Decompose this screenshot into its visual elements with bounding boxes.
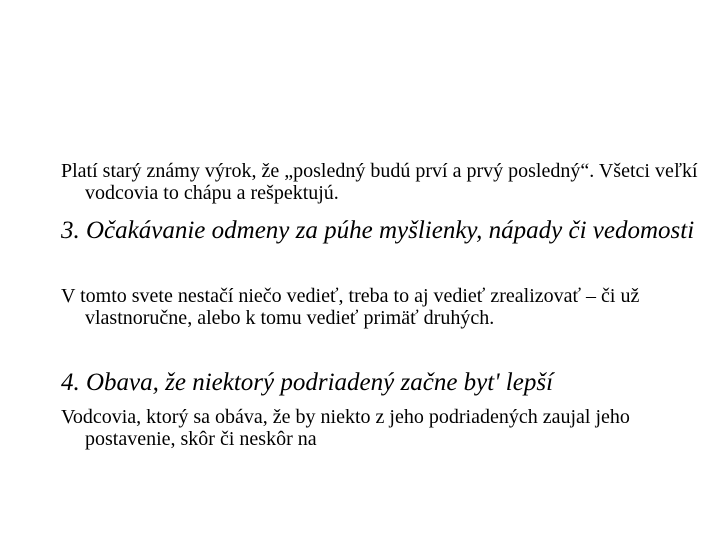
heading-point-4: 4. Obava, že niektorý podriadený začne byt' lepší — [61, 369, 554, 396]
paragraph-quote: Platí starý známy výrok, že „posledný budú prví a prvý posledný“. Všetci veľkí vodcovia to chápu a rešpektujú. — [61, 160, 698, 204]
paragraph-leaders: Vodcovia, ktorý sa obáva, že by niekto z jeho podriadených zaujal jeho postavenie, skôr či neskôr na — [61, 406, 630, 450]
heading-point-3: 3. Očakávanie odmeny za púhe myšlienky, nápady či vedomosti — [61, 217, 695, 244]
paragraph-realize: V tomto svete nestačí niečo vedieť, treba to aj vedieť zrealizovať – či už vlastnoručne, alebo k tomu vedieť primäť druhých. — [61, 285, 640, 329]
